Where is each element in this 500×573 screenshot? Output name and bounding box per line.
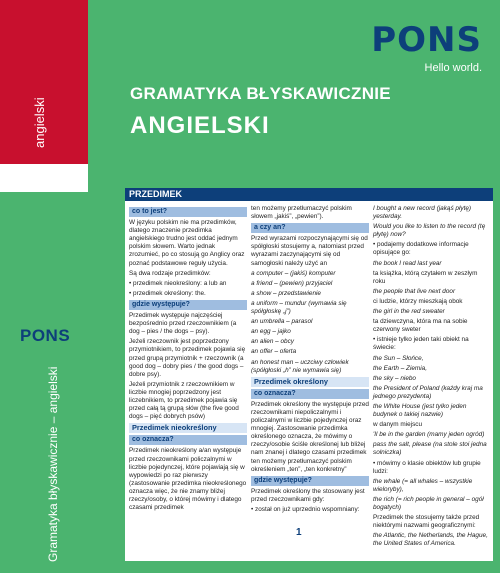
paragraph: Przed wyrazami rozpoczynającymi się od spółgłoski stosujemy a, natomiast przed wyrazami zaczynającymi się od samogłoski należy użyć an: [251, 235, 368, 267]
section-label: a czy an?: [251, 223, 369, 233]
column-3: [371, 205, 493, 550]
column-2: [249, 205, 371, 516]
paragraph: • podajemy dodatkowe informacje opisujące go:: [373, 241, 469, 257]
paragraph: Przedimek the stosujemy także przed niektórymi nazwami geograficznymi:: [373, 514, 480, 530]
column-1: [127, 205, 249, 514]
example: I bought a new record (jakąś płytę) yesterday.: [373, 205, 472, 221]
paragraph: Przedimek występuje najczęściej bezpośrednio przed rzeczownikiem (a dog – pies / the dogs – psy).: [129, 312, 237, 336]
example: a show – przedstawienie: [251, 289, 321, 297]
paragraph: ta dziewczyna, która ma na sobie czerwony sweter: [373, 318, 468, 334]
example: the President of Poland (każdy kraj ma jednego prezydenta): [373, 384, 483, 400]
example: a computer – (jakiś) komputer: [251, 269, 336, 277]
spine-language-tab: angielski: [32, 97, 47, 148]
example: an umbrella – parasol: [251, 318, 313, 326]
brand-tagline: Hello world.: [424, 62, 482, 74]
section-label: gdzie występuje?: [251, 476, 369, 486]
cover-title: GRAMATYKA BŁYSKAWICZNIE: [130, 84, 391, 103]
example: pass the salt, please (na stole stoi jedna solniczka): [373, 441, 487, 457]
paragraph: • istnieje tylko jeden taki obiekt na świecie:: [373, 336, 469, 352]
example: an egg – jajko: [251, 328, 291, 336]
paragraph: ta książka, którą czytałem w zeszłym roku: [373, 269, 478, 285]
example: the Atlantic, the Netherlands, the Hague, the United States of America.: [373, 532, 488, 548]
sheet-columns: [125, 201, 493, 561]
paragraph: W języku polskim nie ma przedimków, dlatego znaczenie przedimka angielskiego trudno jest oddać jednym polskim słowem. Warto jednak zrozumieć, po co stosują go Anglicy oraz poznać podstawowe reguły użycia.: [129, 219, 245, 267]
spine-brand: PONS: [20, 326, 71, 345]
paragraph: Jeżeli przymiotnik z rzeczownikiem w liczbie mnogiej poprzedzony jest liczebnikiem, to przedimek pojawia się przed całą tą grupą słów (the five good dogs – pięć dobrych psów): [129, 380, 239, 421]
section-label: gdzie występuje?: [129, 300, 247, 310]
example: the White House (jest tylko jeden budynek o takiej nazwie): [373, 402, 467, 419]
example: a friend – (pewien) przyjaciel: [251, 279, 333, 287]
example: a uniform – mundur (wymawia się spółgłoskę „j”): [251, 299, 347, 316]
spine-green-band: [0, 192, 88, 573]
page-number: 1: [296, 527, 302, 538]
cover-subtitle: ANGIELSKI: [130, 112, 270, 139]
paragraph: Przedimek określony the stosowany jest przed rzeczownikami gdy:: [251, 487, 365, 503]
spine: [0, 0, 88, 573]
example: an alien – obcy: [251, 338, 294, 346]
paragraph: • został on już uprzednio wspomniany:: [251, 506, 360, 513]
example: the rich (= rich people in general – ogół bogatych): [373, 495, 484, 511]
example: the Earth – Ziemia,: [373, 364, 427, 372]
example: the book I read last year: [373, 259, 442, 267]
example: the whale (= all whales – wszystkie wieloryby),: [373, 477, 473, 493]
paragraph: ten możemy przetłumaczyć polskim słowem „jakiś”, „pewien”).: [251, 205, 352, 221]
sheet-heading: PRZEDIMEK: [125, 188, 493, 201]
example: 'Il be in the garden (mamy jeden ogród): [373, 431, 485, 439]
subsection-heading: Przedimek określony: [251, 377, 369, 387]
paragraph: w danym miejscu: [373, 421, 423, 429]
paragraph: • mówimy o klasie obiektów lub grupie ludzi:: [373, 459, 481, 475]
example: the people that live next door: [373, 287, 456, 295]
paragraph: Jeżeli rzeczownik jest poprzedzony przymiotnikiem, to przedimek pojawia się przed grupą przymiotnik + rzeczownik (a good dog – dobry pies / the good dogs – dobre psy).: [129, 338, 246, 378]
paragraph: • przedimek określony: the.: [129, 289, 206, 297]
section-label: co oznacza?: [129, 435, 247, 445]
example: an offer – oferta: [251, 348, 297, 356]
spine-white-band: [0, 164, 88, 192]
spine-subtitle: Gramatyka błyskawicznie – angielski: [46, 366, 60, 562]
brand-logo: PONS: [371, 20, 482, 60]
paragraph: Są dwa rodzaje przedimków:: [129, 269, 211, 277]
paragraph: Przedimek nieokreślony a/an występuje przed rzeczownikami policzalnymi w liczbie pojedynczej, które pojawiają się w wypowiedzi po raz pierwszy (zastosowanie przedimka nieokreślonego oznacza więc, że nie znamy bliżej rzeczy/osoby, o której mówimy i dlatego czasami przedimek: [129, 447, 247, 512]
paragraph: Przedimek określony the występuje przed rzeczownikami niepoliczalnymi i policzalnymi w liczbie pojedynczej oraz mnogiej. Zastosowanie przedimka określonego oznacza, że mówimy o rzeczy/osobie ściśle określonej lub bliżej nam znanej i dlatego czasami przedimek ten możemy przetłumaczyć polskim określeniem „ten”, „ten konkretny”: [251, 400, 369, 473]
example: Would you like to listen to the record (tę płytę) now?: [373, 223, 486, 239]
example: the sky – niebo: [373, 374, 416, 382]
section-label: co to jest?: [129, 207, 247, 217]
grammar-sheet: [125, 188, 493, 561]
example: an honest man – uczciwy człowiek (spółgłoski „h” nie wymawia się): [251, 358, 349, 374]
paragraph: • przedimek nieokreślony: a lub an: [129, 279, 227, 287]
paragraph: ci ludzie, którzy mieszkają obok: [373, 297, 463, 305]
example: the girl in the red sweater: [373, 308, 445, 316]
subsection-heading: Przedimek nieokreślony: [129, 423, 247, 433]
section-label: co oznacza?: [251, 389, 369, 399]
example: the Sun – Słońce,: [373, 354, 424, 362]
